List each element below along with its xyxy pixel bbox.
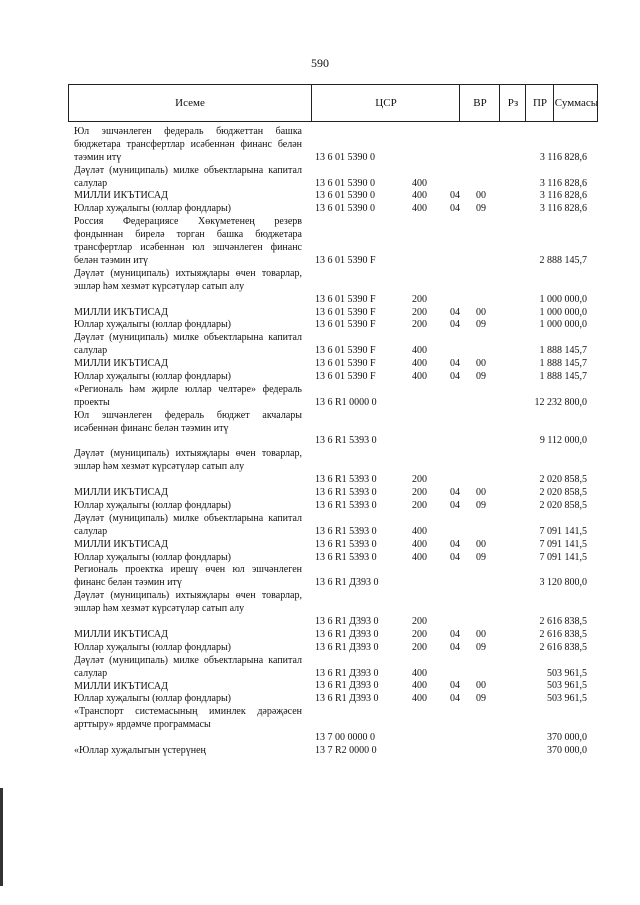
row-pr: 09 [476, 203, 486, 215]
row-csr: 13 6 01 5390 F [315, 319, 376, 331]
row-vr: 400 [412, 525, 427, 537]
row-sum: 2 888 145,7 [539, 254, 587, 266]
row-name: МИЛЛИ ИКЪТИСАД [74, 190, 168, 202]
table-row [0, 307, 640, 320]
row-pr: 00 [476, 306, 486, 318]
table-row [0, 681, 640, 694]
row-rz: 04 [450, 641, 460, 653]
table-body [0, 126, 640, 758]
row-name: Дәүләт (муниципаль) ихтыяҗлары өчен товарлар, эшләр һәм хезмәт күрсәтүләр сатып алу [74, 590, 302, 615]
row-csr: 13 6 R1 5393 0 [315, 487, 377, 499]
row-sum: 3 116 828,6 [539, 151, 587, 163]
row-csr: 13 6 R1 5393 0 [315, 499, 377, 511]
table-row [0, 371, 640, 384]
table-row [0, 590, 640, 629]
row-name: Дәүләт (муниципаль) милке объектларына капитал салулар [74, 654, 302, 679]
row-name: Дәүләт (муниципаль) милке объектларына капитал салулар [74, 332, 302, 357]
row-csr: 13 6 01 5390 F [315, 306, 376, 318]
row-vr: 400 [412, 358, 427, 370]
row-rz: 04 [450, 538, 460, 550]
row-vr: 200 [412, 487, 427, 499]
row-vr: 200 [412, 616, 427, 628]
page-number: 590 [311, 56, 329, 70]
row-csr: 13 6 R1 5393 0 [315, 435, 377, 447]
row-name: «Юллар хуҗалыгын үстерүнең [74, 744, 206, 756]
row-csr: 13 6 R1 Д393 0 [315, 577, 379, 589]
row-vr: 400 [412, 667, 427, 679]
row-vr: 400 [412, 177, 427, 189]
row-name: МИЛЛИ ИКЪТИСАД [74, 538, 168, 550]
table-row [0, 552, 640, 565]
row-csr: 13 6 R1 Д393 0 [315, 641, 379, 653]
row-name: Юллар хуҗалыгы (юллар фондлары) [74, 499, 232, 511]
table-row [0, 539, 640, 552]
row-pr: 09 [476, 319, 486, 331]
row-sum: 370 000,0 [547, 744, 587, 756]
row-sum: 1 000 000,0 [539, 319, 587, 331]
row-sum: 370 000,0 [547, 732, 587, 744]
table-row [0, 487, 640, 500]
header-csr: ЦСР [311, 85, 460, 121]
row-pr: 09 [476, 371, 486, 382]
row-vr: 200 [412, 306, 427, 318]
row-vr: 400 [412, 371, 427, 382]
row-csr: 13 6 R1 0000 0 [315, 396, 377, 408]
row-name: Юллар хуҗалыгы (юллар фондлары) [74, 203, 232, 215]
row-pr: 09 [476, 499, 486, 511]
row-rz: 04 [450, 319, 460, 331]
row-pr: 09 [476, 693, 486, 705]
header-vr: ВР [459, 85, 500, 121]
row-csr: 13 6 R1 Д393 0 [315, 616, 379, 628]
header-name: Исеме [175, 97, 205, 109]
row-vr: 400 [412, 551, 427, 563]
row-sum: 503 961,5 [547, 693, 587, 705]
row-sum: 1 888 145,7 [539, 345, 587, 357]
row-sum: 3 116 828,6 [539, 190, 587, 202]
row-vr: 400 [412, 693, 427, 705]
table-row [0, 655, 640, 681]
row-rz: 04 [450, 551, 460, 563]
row-csr: 13 6 01 5390 0 [315, 177, 375, 189]
row-name: Юллар хуҗалыгы (юллар фондлары) [74, 319, 232, 331]
row-csr: 13 6 01 5390 F [315, 345, 376, 357]
row-vr: 200 [412, 474, 427, 486]
row-name: Дәүләт (муниципаль) милке объектларына капитал салулар [74, 512, 302, 537]
row-csr: 13 6 R1 Д393 0 [315, 680, 379, 692]
row-sum: 503 961,5 [547, 667, 587, 679]
row-vr: 400 [412, 190, 427, 202]
table-row [0, 268, 640, 307]
row-name: Дәүләт (муниципаль) ихтыяҗлары өчен товарлар, эшләр һәм хезмәт күрсәтүләр сатып алу [74, 448, 302, 473]
row-sum: 3 120 800,0 [539, 577, 587, 589]
row-sum: 3 116 828,6 [539, 203, 587, 215]
row-vr: 200 [412, 293, 427, 305]
header-rz: Рз [499, 85, 526, 121]
row-csr: 13 7 00 0000 0 [315, 732, 375, 744]
row-name: Юл эшчәнлеген федераль бюджеттан башка бюджетара трансфертлар исәбеннән финанс белән тәэмин итү [74, 126, 302, 163]
table-row [0, 332, 640, 358]
row-sum: 2 616 838,5 [539, 628, 587, 640]
table-row [0, 165, 640, 191]
table-row [0, 513, 640, 539]
row-vr: 200 [412, 319, 427, 331]
row-name: Юллар хуҗалыгы (юллар фондлары) [74, 693, 232, 705]
row-sum: 1 888 145,7 [539, 358, 587, 370]
row-sum: 1 888 145,7 [539, 371, 587, 382]
row-csr: 13 6 01 5390 F [315, 358, 376, 370]
row-sum: 503 961,5 [547, 680, 587, 692]
row-rz: 04 [450, 371, 460, 382]
row-sum: 2 020 858,5 [539, 499, 587, 511]
row-csr: 13 6 01 5390 0 [315, 190, 375, 202]
table-row [0, 384, 640, 410]
row-vr: 400 [412, 345, 427, 357]
row-pr: 00 [476, 538, 486, 550]
row-rz: 04 [450, 487, 460, 499]
table-row [0, 319, 640, 332]
row-rz: 04 [450, 358, 460, 370]
row-sum: 12 232 800,0 [534, 396, 587, 408]
row-vr: 400 [412, 680, 427, 692]
row-sum: 7 091 141,5 [539, 551, 587, 563]
header-sum: Суммасы [553, 85, 599, 121]
row-sum: 2 616 838,5 [539, 641, 587, 653]
row-vr: 400 [412, 203, 427, 215]
row-sum: 7 091 141,5 [539, 538, 587, 550]
header-pr: ПР [525, 85, 554, 121]
row-name: Россия Федерациясе Хөкүметенең резерв фондыннан бирелә торган башка бюджетара трансфертлар исәбеннән юл эшчәнлеген финанс белән тәэмин итү [74, 216, 302, 266]
row-name: Юллар хуҗалыгы (юллар фондлары) [74, 641, 232, 653]
table-header [68, 84, 598, 122]
row-csr: 13 6 01 5390 0 [315, 151, 375, 163]
row-name: МИЛЛИ ИКЪТИСАД [74, 487, 168, 499]
row-vr: 400 [412, 538, 427, 550]
row-pr: 00 [476, 628, 486, 640]
table-row [0, 564, 640, 590]
row-csr: 13 6 01 5390 F [315, 371, 376, 382]
row-name: «Транспорт системасының иминлек дәрәҗәсен арттыру» ярдәмче программасы [74, 706, 302, 731]
row-csr: 13 6 R1 Д393 0 [315, 693, 379, 705]
row-name: МИЛЛИ ИКЪТИСАД [74, 680, 168, 692]
row-name: Юллар хуҗалыгы (юллар фондлары) [74, 371, 232, 383]
row-pr: 00 [476, 190, 486, 202]
row-name: МИЛЛИ ИКЪТИСАД [74, 306, 168, 318]
row-sum: 2 020 858,5 [539, 487, 587, 499]
row-vr: 200 [412, 499, 427, 511]
row-sum: 2 616 838,5 [539, 616, 587, 628]
table-row [0, 203, 640, 216]
row-sum: 1 000 000,0 [539, 293, 587, 305]
row-name: Юл эшчәнлеген федераль бюджет акчалары исәбеннән финанс белән тәэмин итү [74, 409, 302, 434]
row-pr: 00 [476, 358, 486, 370]
row-name: Региональ проектка ирешү өчен юл эшчәнлеген финанс белән тәэмин итү [74, 564, 302, 589]
table-row [0, 500, 640, 513]
table-row [0, 745, 640, 758]
table-row [0, 629, 640, 642]
row-sum: 1 000 000,0 [539, 306, 587, 318]
row-name: МИЛЛИ ИКЪТИСАД [74, 358, 168, 370]
table-row [0, 190, 640, 203]
row-rz: 04 [450, 628, 460, 640]
row-sum: 7 091 141,5 [539, 525, 587, 537]
row-csr: 13 6 R1 Д393 0 [315, 667, 379, 679]
table-row [0, 358, 640, 371]
table-row [0, 410, 640, 449]
row-name: МИЛЛИ ИКЪТИСАД [74, 628, 168, 640]
table-row [0, 693, 640, 706]
row-rz: 04 [450, 190, 460, 202]
row-sum: 9 112 000,0 [539, 435, 587, 447]
row-rz: 04 [450, 306, 460, 318]
table-row [0, 448, 640, 487]
row-csr: 13 6 R1 Д393 0 [315, 628, 379, 640]
row-rz: 04 [450, 680, 460, 692]
row-pr: 00 [476, 487, 486, 499]
row-rz: 04 [450, 203, 460, 215]
row-name: Дәүләт (муниципаль) милке объектларына капитал салулар [74, 164, 302, 189]
row-vr: 200 [412, 628, 427, 640]
row-csr: 13 6 01 5390 0 [315, 203, 375, 215]
row-csr: 13 6 R1 5393 0 [315, 538, 377, 550]
row-pr: 09 [476, 641, 486, 653]
row-name: Дәүләт (муниципаль) ихтыяҗлары өчен товарлар, эшләр һәм хезмәт күрсәтүләр сатып алу [74, 267, 302, 292]
row-pr: 00 [476, 680, 486, 692]
row-csr: 13 6 R1 5393 0 [315, 474, 377, 486]
table-row [0, 126, 640, 165]
table-row [0, 642, 640, 655]
row-pr: 09 [476, 551, 486, 563]
row-rz: 04 [450, 499, 460, 511]
table-row [0, 216, 640, 268]
row-csr: 13 7 R2 0000 0 [315, 744, 377, 756]
row-name: Юллар хуҗалыгы (юллар фондлары) [74, 551, 232, 563]
scan-edge-mark [0, 788, 3, 886]
row-rz: 04 [450, 693, 460, 705]
row-csr: 13 6 01 5390 F [315, 293, 376, 305]
row-csr: 13 6 R1 5393 0 [315, 525, 377, 537]
row-sum: 2 020 858,5 [539, 474, 587, 486]
row-sum: 3 116 828,6 [539, 177, 587, 189]
row-vr: 200 [412, 641, 427, 653]
row-csr: 13 6 01 5390 F [315, 254, 376, 266]
row-csr: 13 6 R1 5393 0 [315, 551, 377, 563]
table-row [0, 706, 640, 745]
row-name: «Региональ һәм җирле юллар челтәре» федераль проекты [74, 383, 302, 408]
